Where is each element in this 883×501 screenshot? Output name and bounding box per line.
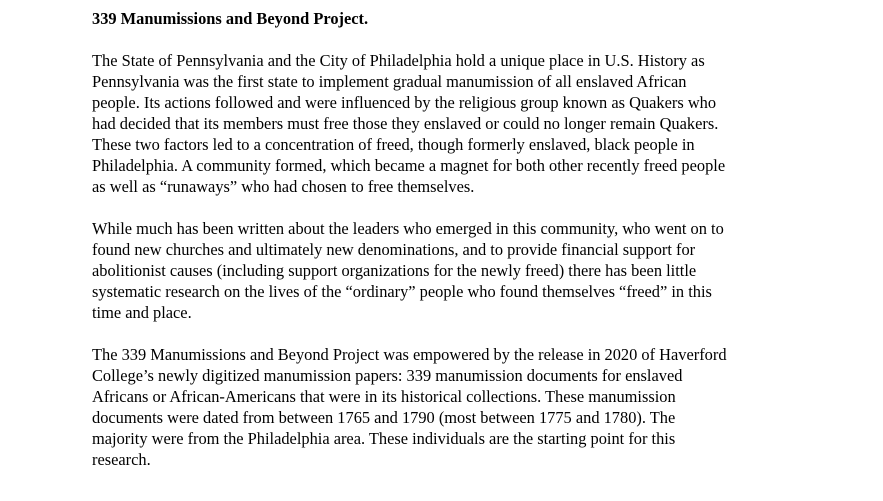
text-line: as well as “runaways” who had chosen to free themselves.: [92, 177, 475, 196]
spacer: [92, 323, 877, 344]
paragraph-project-origin: [92, 344, 877, 470]
text-line: The 339 Manumissions and Beyond Project was empowered by the release in 2020 of Haverford: [92, 345, 727, 364]
text-line: people. Its actions followed and were influenced by the religious group known as Quakers who: [92, 93, 717, 112]
text-line: found new churches and ultimately new denominations, and to provide financial support for: [92, 240, 696, 259]
document-body: [92, 8, 877, 470]
paragraph-community-research: [92, 218, 877, 323]
spacer: [92, 29, 877, 50]
text-line: College’s newly digitized manumission papers: 339 manumission documents for enslaved: [92, 366, 683, 385]
text-line: While much has been written about the leaders who emerged in this community, who went on to: [92, 219, 724, 238]
text-line: had decided that its members must free those they enslaved or could no longer remain Quakers.: [92, 114, 719, 133]
text-line: systematic research on the lives of the “ordinary” people who found themselves “freed” in this: [92, 282, 712, 301]
text-line: majority were from the Philadelphia area. These individuals are the starting point for this: [92, 429, 676, 448]
spacer: [92, 197, 877, 218]
paragraph-pennsylvania-history: [92, 50, 877, 197]
text-line: The State of Pennsylvania and the City of Philadelphia hold a unique place in U.S. History as: [92, 51, 705, 70]
text-line: Pennsylvania was the first state to implement gradual manumission of all enslaved African: [92, 72, 687, 91]
text-line: research.: [92, 450, 151, 469]
text-line: time and place.: [92, 303, 192, 322]
text-line: Africans or African-Americans that were in its historical collections. These manumission: [92, 387, 676, 406]
document-title: 339 Manumissions and Beyond Project.: [92, 9, 369, 28]
text-line: These two factors led to a concentration of freed, though formerly enslaved, black people in: [92, 135, 695, 154]
text-line: Philadelphia. A community formed, which became a magnet for both other recently freed people: [92, 156, 726, 175]
text-line: documents were dated from between 1765 and 1790 (most between 1775 and 1780). The: [92, 408, 676, 427]
text-line: abolitionist causes (including support organizations for the newly freed) there has been little: [92, 261, 697, 280]
